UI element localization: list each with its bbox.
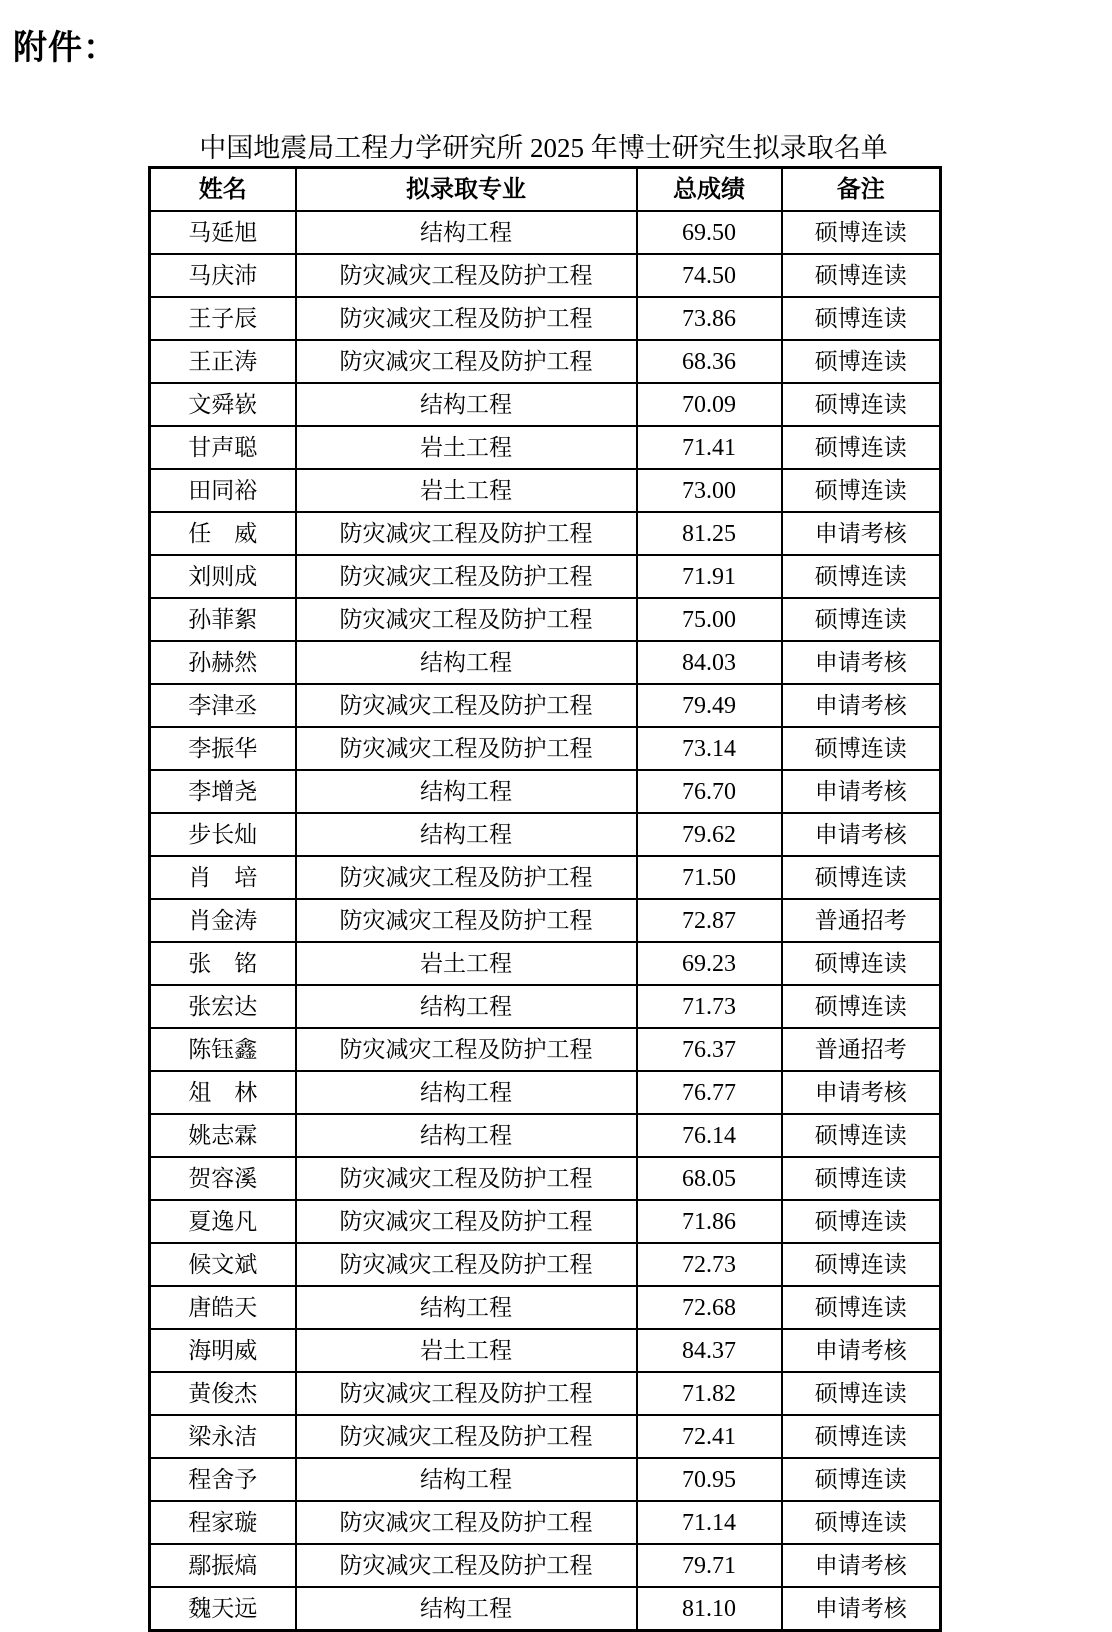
name-cell: 程舍予 (150, 1458, 296, 1501)
remark-cell: 硕博连读 (782, 383, 941, 426)
remark-cell: 硕博连读 (782, 1114, 941, 1157)
major-cell: 结构工程 (296, 1071, 637, 1114)
major-cell: 防灾减灾工程及防护工程 (296, 1544, 637, 1587)
name-cell: 黄俊杰 (150, 1372, 296, 1415)
table-row (150, 899, 941, 942)
name-cell: 候文斌 (150, 1243, 296, 1286)
major-cell: 防灾减灾工程及防护工程 (296, 684, 637, 727)
table-row (150, 211, 941, 254)
page-title: 中国地震局工程力学研究所 2025 年博士研究生拟录取名单 (199, 133, 888, 163)
remark-cell: 申请考核 (782, 1587, 941, 1631)
table-row (150, 856, 941, 899)
name-cell: 李振华 (150, 727, 296, 770)
score-cell: 71.82 (637, 1372, 782, 1415)
major-cell: 岩土工程 (296, 942, 637, 985)
remark-cell: 硕博连读 (782, 1157, 941, 1200)
score-cell: 71.50 (637, 856, 782, 899)
remark-cell: 硕博连读 (782, 985, 941, 1028)
name-cell: 田同裕 (150, 469, 296, 512)
name-cell: 程家璇 (150, 1501, 296, 1544)
remark-cell: 硕博连读 (782, 1458, 941, 1501)
name-cell: 马延旭 (150, 211, 296, 254)
score-cell: 76.70 (637, 770, 782, 813)
name-cell: 肖 培 (150, 856, 296, 899)
table-row (150, 1501, 941, 1544)
score-cell: 69.23 (637, 942, 782, 985)
col-header-remark: 备注 (782, 168, 941, 212)
score-cell: 76.37 (637, 1028, 782, 1071)
score-cell: 72.68 (637, 1286, 782, 1329)
table-row (150, 1243, 941, 1286)
table-row (150, 1071, 941, 1114)
major-cell: 防灾减灾工程及防护工程 (296, 598, 637, 641)
admission-table-body (150, 211, 941, 1631)
score-cell: 72.41 (637, 1415, 782, 1458)
table-row (150, 942, 941, 985)
major-cell: 防灾减灾工程及防护工程 (296, 727, 637, 770)
name-cell: 魏天远 (150, 1587, 296, 1631)
remark-cell: 申请考核 (782, 641, 941, 684)
remark-cell: 申请考核 (782, 813, 941, 856)
name-cell: 贺容溪 (150, 1157, 296, 1200)
table-row (150, 1415, 941, 1458)
table-row (150, 1114, 941, 1157)
table-row (150, 684, 941, 727)
remark-cell: 硕博连读 (782, 942, 941, 985)
major-cell: 岩土工程 (296, 1329, 637, 1372)
col-header-score: 总成绩 (637, 168, 782, 212)
name-cell: 张宏达 (150, 985, 296, 1028)
major-cell: 结构工程 (296, 1114, 637, 1157)
major-cell: 结构工程 (296, 383, 637, 426)
major-cell: 防灾减灾工程及防护工程 (296, 1028, 637, 1071)
table-row (150, 1157, 941, 1200)
score-cell: 71.91 (637, 555, 782, 598)
remark-cell: 普通招考 (782, 1028, 941, 1071)
name-cell: 孙菲絮 (150, 598, 296, 641)
remark-cell: 硕博连读 (782, 1501, 941, 1544)
major-cell: 岩土工程 (296, 469, 637, 512)
name-cell: 姚志霖 (150, 1114, 296, 1157)
score-cell: 79.71 (637, 1544, 782, 1587)
name-cell: 步长灿 (150, 813, 296, 856)
remark-cell: 硕博连读 (782, 297, 941, 340)
name-cell: 鄢振熇 (150, 1544, 296, 1587)
major-cell: 防灾减灾工程及防护工程 (296, 1200, 637, 1243)
major-cell: 结构工程 (296, 1458, 637, 1501)
table-row (150, 297, 941, 340)
score-cell: 70.95 (637, 1458, 782, 1501)
table-row (150, 813, 941, 856)
name-cell: 李增尧 (150, 770, 296, 813)
major-cell: 防灾减灾工程及防护工程 (296, 297, 637, 340)
score-cell: 68.36 (637, 340, 782, 383)
major-cell: 防灾减灾工程及防护工程 (296, 254, 637, 297)
remark-cell: 硕博连读 (782, 1415, 941, 1458)
remark-cell: 硕博连读 (782, 469, 941, 512)
name-cell: 唐皓天 (150, 1286, 296, 1329)
remark-cell: 普通招考 (782, 899, 941, 942)
table-row (150, 1200, 941, 1243)
score-cell: 81.25 (637, 512, 782, 555)
score-cell: 72.87 (637, 899, 782, 942)
name-cell: 刘则成 (150, 555, 296, 598)
remark-cell: 硕博连读 (782, 555, 941, 598)
score-cell: 76.77 (637, 1071, 782, 1114)
name-cell: 陈钰鑫 (150, 1028, 296, 1071)
score-cell: 71.86 (637, 1200, 782, 1243)
remark-cell: 硕博连读 (782, 598, 941, 641)
name-cell: 张 铭 (150, 942, 296, 985)
table-row (150, 340, 941, 383)
score-cell: 84.03 (637, 641, 782, 684)
col-header-name: 姓名 (150, 168, 296, 212)
name-cell: 李津丞 (150, 684, 296, 727)
score-cell: 73.14 (637, 727, 782, 770)
major-cell: 结构工程 (296, 1587, 637, 1631)
major-cell: 防灾减灾工程及防护工程 (296, 1415, 637, 1458)
name-cell: 甘声聪 (150, 426, 296, 469)
col-header-major: 拟录取专业 (296, 168, 637, 212)
major-cell: 防灾减灾工程及防护工程 (296, 555, 637, 598)
table-row (150, 1372, 941, 1415)
major-cell: 结构工程 (296, 211, 637, 254)
table-row (150, 254, 941, 297)
remark-cell: 硕博连读 (782, 856, 941, 899)
remark-cell: 申请考核 (782, 1329, 941, 1372)
score-cell: 68.05 (637, 1157, 782, 1200)
table-row (150, 1286, 941, 1329)
remark-cell: 申请考核 (782, 512, 941, 555)
table-row (150, 985, 941, 1028)
name-cell: 王子辰 (150, 297, 296, 340)
major-cell: 结构工程 (296, 813, 637, 856)
header-row (150, 168, 941, 212)
major-cell: 防灾减灾工程及防护工程 (296, 1243, 637, 1286)
remark-cell: 申请考核 (782, 770, 941, 813)
name-cell: 孙赫然 (150, 641, 296, 684)
remark-cell: 硕博连读 (782, 1243, 941, 1286)
table-row (150, 770, 941, 813)
admission-table (148, 166, 942, 1632)
score-cell: 71.14 (637, 1501, 782, 1544)
name-cell: 马庆沛 (150, 254, 296, 297)
table-row (150, 1028, 941, 1071)
score-cell: 71.73 (637, 985, 782, 1028)
score-cell: 76.14 (637, 1114, 782, 1157)
major-cell: 防灾减灾工程及防护工程 (296, 1501, 637, 1544)
table-row (150, 383, 941, 426)
major-cell: 防灾减灾工程及防护工程 (296, 340, 637, 383)
table-row (150, 1458, 941, 1501)
table-row (150, 727, 941, 770)
name-cell: 俎 林 (150, 1071, 296, 1114)
score-cell: 79.49 (637, 684, 782, 727)
major-cell: 防灾减灾工程及防护工程 (296, 512, 637, 555)
admission-table-header (150, 168, 941, 212)
score-cell: 75.00 (637, 598, 782, 641)
score-cell: 72.73 (637, 1243, 782, 1286)
remark-cell: 申请考核 (782, 1544, 941, 1587)
name-cell: 夏逸凡 (150, 1200, 296, 1243)
remark-cell: 硕博连读 (782, 1372, 941, 1415)
remark-cell: 申请考核 (782, 684, 941, 727)
major-cell: 防灾减灾工程及防护工程 (296, 1372, 637, 1415)
table-row (150, 1587, 941, 1631)
score-cell: 70.09 (637, 383, 782, 426)
name-cell: 海明威 (150, 1329, 296, 1372)
score-cell: 73.00 (637, 469, 782, 512)
table-row (150, 426, 941, 469)
score-cell: 79.62 (637, 813, 782, 856)
name-cell: 文舜嵚 (150, 383, 296, 426)
score-cell: 74.50 (637, 254, 782, 297)
remark-cell: 硕博连读 (782, 340, 941, 383)
major-cell: 防灾减灾工程及防护工程 (296, 899, 637, 942)
name-cell: 梁永洁 (150, 1415, 296, 1458)
major-cell: 结构工程 (296, 985, 637, 1028)
major-cell: 防灾减灾工程及防护工程 (296, 1157, 637, 1200)
major-cell: 防灾减灾工程及防护工程 (296, 856, 637, 899)
major-cell: 结构工程 (296, 641, 637, 684)
score-cell: 73.86 (637, 297, 782, 340)
remark-cell: 硕博连读 (782, 727, 941, 770)
table-row (150, 469, 941, 512)
table-row (150, 641, 941, 684)
table-row (150, 512, 941, 555)
table-row (150, 1544, 941, 1587)
remark-cell: 硕博连读 (782, 254, 941, 297)
table-row (150, 1329, 941, 1372)
score-cell: 81.10 (637, 1587, 782, 1631)
major-cell: 岩土工程 (296, 426, 637, 469)
remark-cell: 硕博连读 (782, 1200, 941, 1243)
remark-cell: 硕博连读 (782, 1286, 941, 1329)
score-cell: 71.41 (637, 426, 782, 469)
remark-cell: 硕博连读 (782, 211, 941, 254)
table-row (150, 598, 941, 641)
remark-cell: 硕博连读 (782, 426, 941, 469)
name-cell: 王正涛 (150, 340, 296, 383)
name-cell: 任 威 (150, 512, 296, 555)
score-cell: 84.37 (637, 1329, 782, 1372)
attachment-label: 附件： (13, 30, 118, 67)
table-row (150, 555, 941, 598)
name-cell: 肖金涛 (150, 899, 296, 942)
score-cell: 69.50 (637, 211, 782, 254)
remark-cell: 申请考核 (782, 1071, 941, 1114)
major-cell: 结构工程 (296, 1286, 637, 1329)
major-cell: 结构工程 (296, 770, 637, 813)
